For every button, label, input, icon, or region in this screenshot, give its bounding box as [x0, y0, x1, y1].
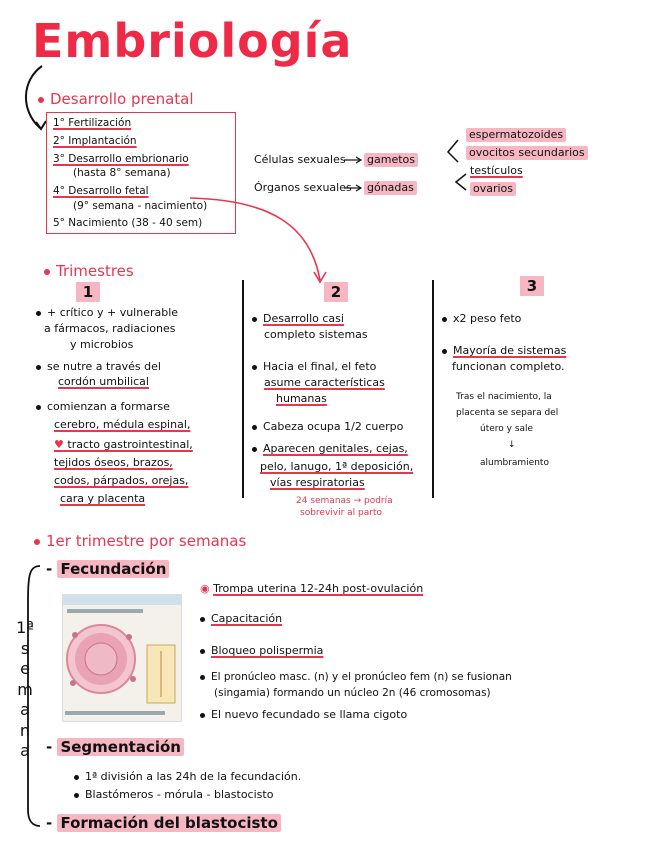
- prenatal-heading-text: Desarrollo prenatal: [50, 90, 194, 108]
- vertical-char: e: [20, 659, 30, 678]
- t2-line-1: [252, 312, 344, 326]
- ovocitos-label: ovocitos secundarios: [466, 146, 588, 160]
- t3-line-3: funcionan completo.: [452, 360, 565, 373]
- trimestres-heading-text: Trimestres: [56, 262, 134, 280]
- bullet-icon: [252, 447, 257, 452]
- trimestres-heading: [44, 262, 134, 280]
- bullet-icon: [252, 317, 257, 322]
- step-4: 4° Desarrollo fetal: [53, 185, 149, 197]
- t1-line-9: tejidos óseos, brazos,: [54, 456, 173, 469]
- t2-line-2: completo sistemas: [264, 328, 368, 341]
- step-2: 2° Implantación: [53, 135, 137, 147]
- location-pin-icon: ◉: [200, 582, 210, 595]
- t1-text-8: tracto gastrointestinal,: [67, 438, 193, 451]
- fecundacion-heading: - Fecundación: [46, 560, 169, 578]
- t1-text-1: + crítico y + vulnerable: [47, 306, 179, 319]
- t1-line-8: [54, 438, 193, 452]
- bullet-icon: [200, 617, 205, 622]
- t2-line-7: [252, 442, 408, 456]
- vertical-char: a: [20, 700, 30, 719]
- page-title: Embriología: [32, 14, 353, 68]
- t2-line-8: pelo, lanugo, 1ª deposición,: [260, 460, 414, 473]
- bullet-icon: [200, 675, 205, 680]
- week-item-1-text: Trompa uterina 12-24h post-ovulación: [213, 582, 424, 595]
- bullet-icon: [36, 405, 41, 410]
- week-item-3-text: Bloqueo polispermia: [211, 644, 324, 657]
- week-item-2-text: Capacitación: [211, 612, 283, 625]
- bullet-icon: [442, 317, 447, 322]
- segmentacion-label: Segmentación: [57, 738, 184, 756]
- bullet-icon: [44, 269, 50, 275]
- t2-line-9: vías respiratorias: [270, 476, 365, 489]
- bullet-icon: [74, 775, 79, 780]
- bullet-icon: [74, 793, 79, 798]
- column-divider-2: [432, 280, 434, 498]
- formacion-heading: - Formación del blastocisto: [46, 814, 281, 832]
- t2-note-2: sobrevivir al parto: [300, 508, 383, 518]
- trimester-3-number: 3: [520, 276, 544, 296]
- trimester-1-number: 1: [76, 282, 100, 302]
- gametos-label: gametos: [364, 153, 418, 167]
- t3-line-6: útero y sale: [480, 424, 534, 434]
- bullet-icon: [36, 365, 41, 370]
- t2-line-3: [252, 360, 376, 374]
- bullet-icon: [252, 365, 257, 370]
- step-5: 5° Nacimiento (38 - 40 sem): [53, 217, 203, 229]
- organs-row-label: Órganos sexuales: [254, 181, 352, 194]
- t2-line-4: asume características: [264, 376, 385, 389]
- testiculos-label: testículos: [470, 164, 523, 177]
- t1-text-6: comienzan a formarse: [47, 400, 170, 413]
- week-item-1: [200, 582, 423, 596]
- week-item-3: [200, 644, 323, 658]
- weeks-heading-text: 1er trimestre por semanas: [46, 532, 247, 550]
- vertical-char: 1ª: [16, 618, 34, 637]
- bullet-icon: [34, 539, 40, 545]
- t1-line-10: codos, párpados, orejas,: [54, 474, 189, 487]
- ovarios-label: ovarios: [470, 182, 516, 196]
- step-3-note: (hasta 8° semana): [73, 167, 171, 179]
- week-item-6: [200, 708, 407, 722]
- bullet-icon: [200, 713, 205, 718]
- trimester-2-number: 2: [324, 282, 348, 302]
- t2-text-3: Hacia el final, el feto: [263, 360, 377, 373]
- step-1: 1° Fertilización: [53, 117, 132, 129]
- formacion-label: Formación del blastocisto: [57, 814, 280, 832]
- seg-item-1-text: 1ª división a las 24h de la fecundación.: [85, 770, 302, 783]
- bullet-icon: [38, 97, 44, 103]
- t1-line-3: y microbios: [70, 338, 134, 351]
- step-4-note: (9° semana - nacimiento): [73, 200, 208, 212]
- vertical-char: m: [17, 679, 33, 699]
- t1-line-1: [36, 306, 178, 320]
- t2-note-1: 24 semanas → podría: [296, 496, 393, 506]
- seg-item-1: [74, 770, 301, 784]
- bullet-icon: [200, 649, 205, 654]
- gonadas-label: gónadas: [364, 181, 417, 195]
- segmentacion-heading: - Segmentación: [46, 738, 184, 756]
- arrow-down-icon: ↓: [508, 440, 516, 450]
- week-item-4-text: El pronúcleo masc. (n) y el pronúcleo fem (n) se fusionan: [211, 671, 512, 683]
- bullet-icon: [252, 425, 257, 430]
- weeks-heading: [34, 532, 246, 550]
- week-item-6-text: El nuevo fecundado se llama cigoto: [211, 708, 408, 721]
- t1-line-6: [36, 400, 170, 414]
- t2-text-7: Aparecen genitales, cejas,: [263, 442, 408, 455]
- espermatozoides-label: espermatozoides: [466, 128, 566, 142]
- t1-line-5: cordón umbilical: [58, 375, 149, 388]
- cells-row-label: Células sexuales: [254, 153, 346, 166]
- t3-text-1: x2 peso feto: [453, 312, 522, 325]
- t1-text-4: se nutre a través del: [47, 360, 161, 373]
- t2-text-1: Desarrollo casi: [263, 312, 344, 325]
- t3-line-5: placenta se separa del: [456, 408, 559, 418]
- t2-line-5: humanas: [276, 392, 327, 405]
- oocyte-illustration: [62, 594, 182, 722]
- t3-text-2: Mayoría de sistemas: [453, 344, 567, 357]
- week-item-4: [200, 670, 512, 684]
- heart-icon: ♥: [54, 438, 64, 451]
- vertical-char: n: [19, 720, 31, 740]
- t3-line-1: [442, 312, 521, 326]
- oocyte-figure-icon: [63, 595, 181, 721]
- t1-line-7: cerebro, médula espinal,: [54, 418, 191, 431]
- bullet-icon: [442, 349, 447, 354]
- week-item-2: [200, 612, 282, 626]
- t2-line-6: [252, 420, 403, 434]
- prenatal-heading: [38, 90, 194, 108]
- column-divider-1: [242, 280, 244, 498]
- t3-line-8: alumbramiento: [480, 458, 549, 468]
- t1-line-2: a fármacos, radiaciones: [44, 322, 176, 335]
- t1-line-11: cara y placenta: [60, 492, 146, 505]
- t1-line-4: [36, 360, 161, 374]
- vertical-char: a: [20, 741, 30, 760]
- fecundacion-label: Fecundación: [57, 560, 169, 578]
- step-3: 3° Desarrollo embrionario: [53, 153, 189, 165]
- seg-item-2-text: Blastómeros - mórula - blastocisto: [85, 788, 274, 801]
- t3-line-2: [442, 344, 566, 358]
- prenatal-steps-box: [46, 112, 236, 234]
- week-vertical-label: [14, 618, 36, 762]
- seg-item-2: [74, 788, 273, 802]
- t2-text-6: Cabeza ocupa 1/2 cuerpo: [263, 420, 404, 433]
- bullet-icon: [36, 311, 41, 316]
- vertical-char: s: [20, 638, 30, 658]
- t3-line-4: Tras el nacimiento, la: [456, 392, 552, 402]
- week-item-5: (singamia) formando un núcleo 2n (46 cromosomas): [214, 687, 491, 699]
